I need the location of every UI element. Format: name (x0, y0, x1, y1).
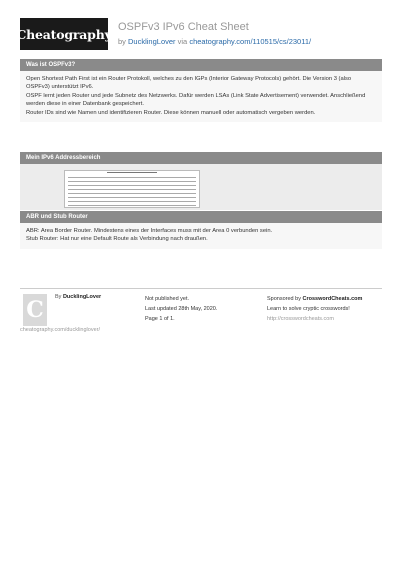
table-caption-line (107, 172, 157, 173)
section-abr-stub-router (20, 211, 382, 249)
section-was-ist-ospfv3 (20, 59, 382, 122)
footer-author (55, 294, 101, 300)
sheet-url-link[interactable]: cheatography.com/110515/cs/23011/ (189, 37, 312, 46)
table-row (68, 181, 196, 182)
table-row (68, 205, 196, 206)
footer-publish-info (145, 294, 217, 324)
section-heading: ABR und Stub Router (20, 211, 382, 223)
footer-by: By (55, 294, 62, 300)
page-title: OSPFv3 IPv6 Cheat Sheet (118, 21, 249, 33)
sponsor-url-link[interactable]: http://crosswordcheats.com (267, 316, 334, 322)
section-body (20, 71, 382, 122)
sponsored-by: Sponsored by (267, 296, 301, 302)
section-body (20, 223, 382, 249)
section-heading: Mein IPv6 Addressbereich (20, 152, 382, 164)
sponsor-tagline: Learn to solve cryptic crosswords! (267, 306, 350, 312)
last-updated: Last updated 28th May, 2020. (145, 306, 218, 312)
table-row (68, 201, 196, 202)
byline-by: by (118, 37, 126, 46)
cheatography-logo[interactable]: Cheatography (20, 18, 108, 50)
paragraph: Router IDs sind wie Namen und identifizieren Router. Diese können manuell oder automatisch vergeben werden. (26, 109, 316, 116)
section-heading: Was ist OSPFv3? (20, 59, 382, 71)
table-row (68, 197, 196, 198)
table-row (68, 189, 196, 190)
byline-via: via (177, 37, 188, 46)
paragraph: Stub Router: Hat nur eine Default Route als Verbindung nach draußen. (26, 236, 208, 243)
footer-divider (20, 288, 382, 289)
sponsor-link[interactable]: CrosswordCheats.com (302, 296, 363, 302)
paragraph: OSPF lernt jeden Router und jede Subnetz des Netzwerks. Dafür werden LSAs (Link State Advertisement) verwendet. Anschließend werden diese in einer Datenbank gespeichert. (26, 92, 366, 108)
published-status: Not published yet. (145, 296, 190, 302)
table-row (68, 185, 196, 186)
table-row (68, 177, 196, 178)
table-row (68, 193, 196, 194)
footer-sponsor (267, 294, 362, 324)
byline (118, 37, 311, 46)
paragraph: Open Shortest Path First ist ein Router Protokoll, welches zu den IGPs (Interior Gateway Protocols) gehört. Die Version 3 (also OSPFv3) unterstützt IPv6. (26, 76, 352, 91)
footer-author-link[interactable]: DucklingLover (62, 294, 102, 300)
page-header (16, 18, 390, 52)
paragraph: ABR: Area Border Router. Mindestens eines der Interfaces muss mit der Area 0 verbunden sein. (26, 228, 273, 234)
address-table-image (20, 164, 382, 210)
address-table-thumbnail (64, 170, 200, 208)
page-footer (20, 288, 382, 328)
page-count: Page 1 of 1. (145, 316, 175, 322)
author-avatar[interactable]: C (23, 294, 47, 326)
author-profile-link[interactable]: cheatography.com/ducklinglover/ (20, 327, 100, 333)
section-ipv6-addressbereich (20, 152, 382, 210)
author-link[interactable]: DucklingLover (128, 37, 176, 46)
